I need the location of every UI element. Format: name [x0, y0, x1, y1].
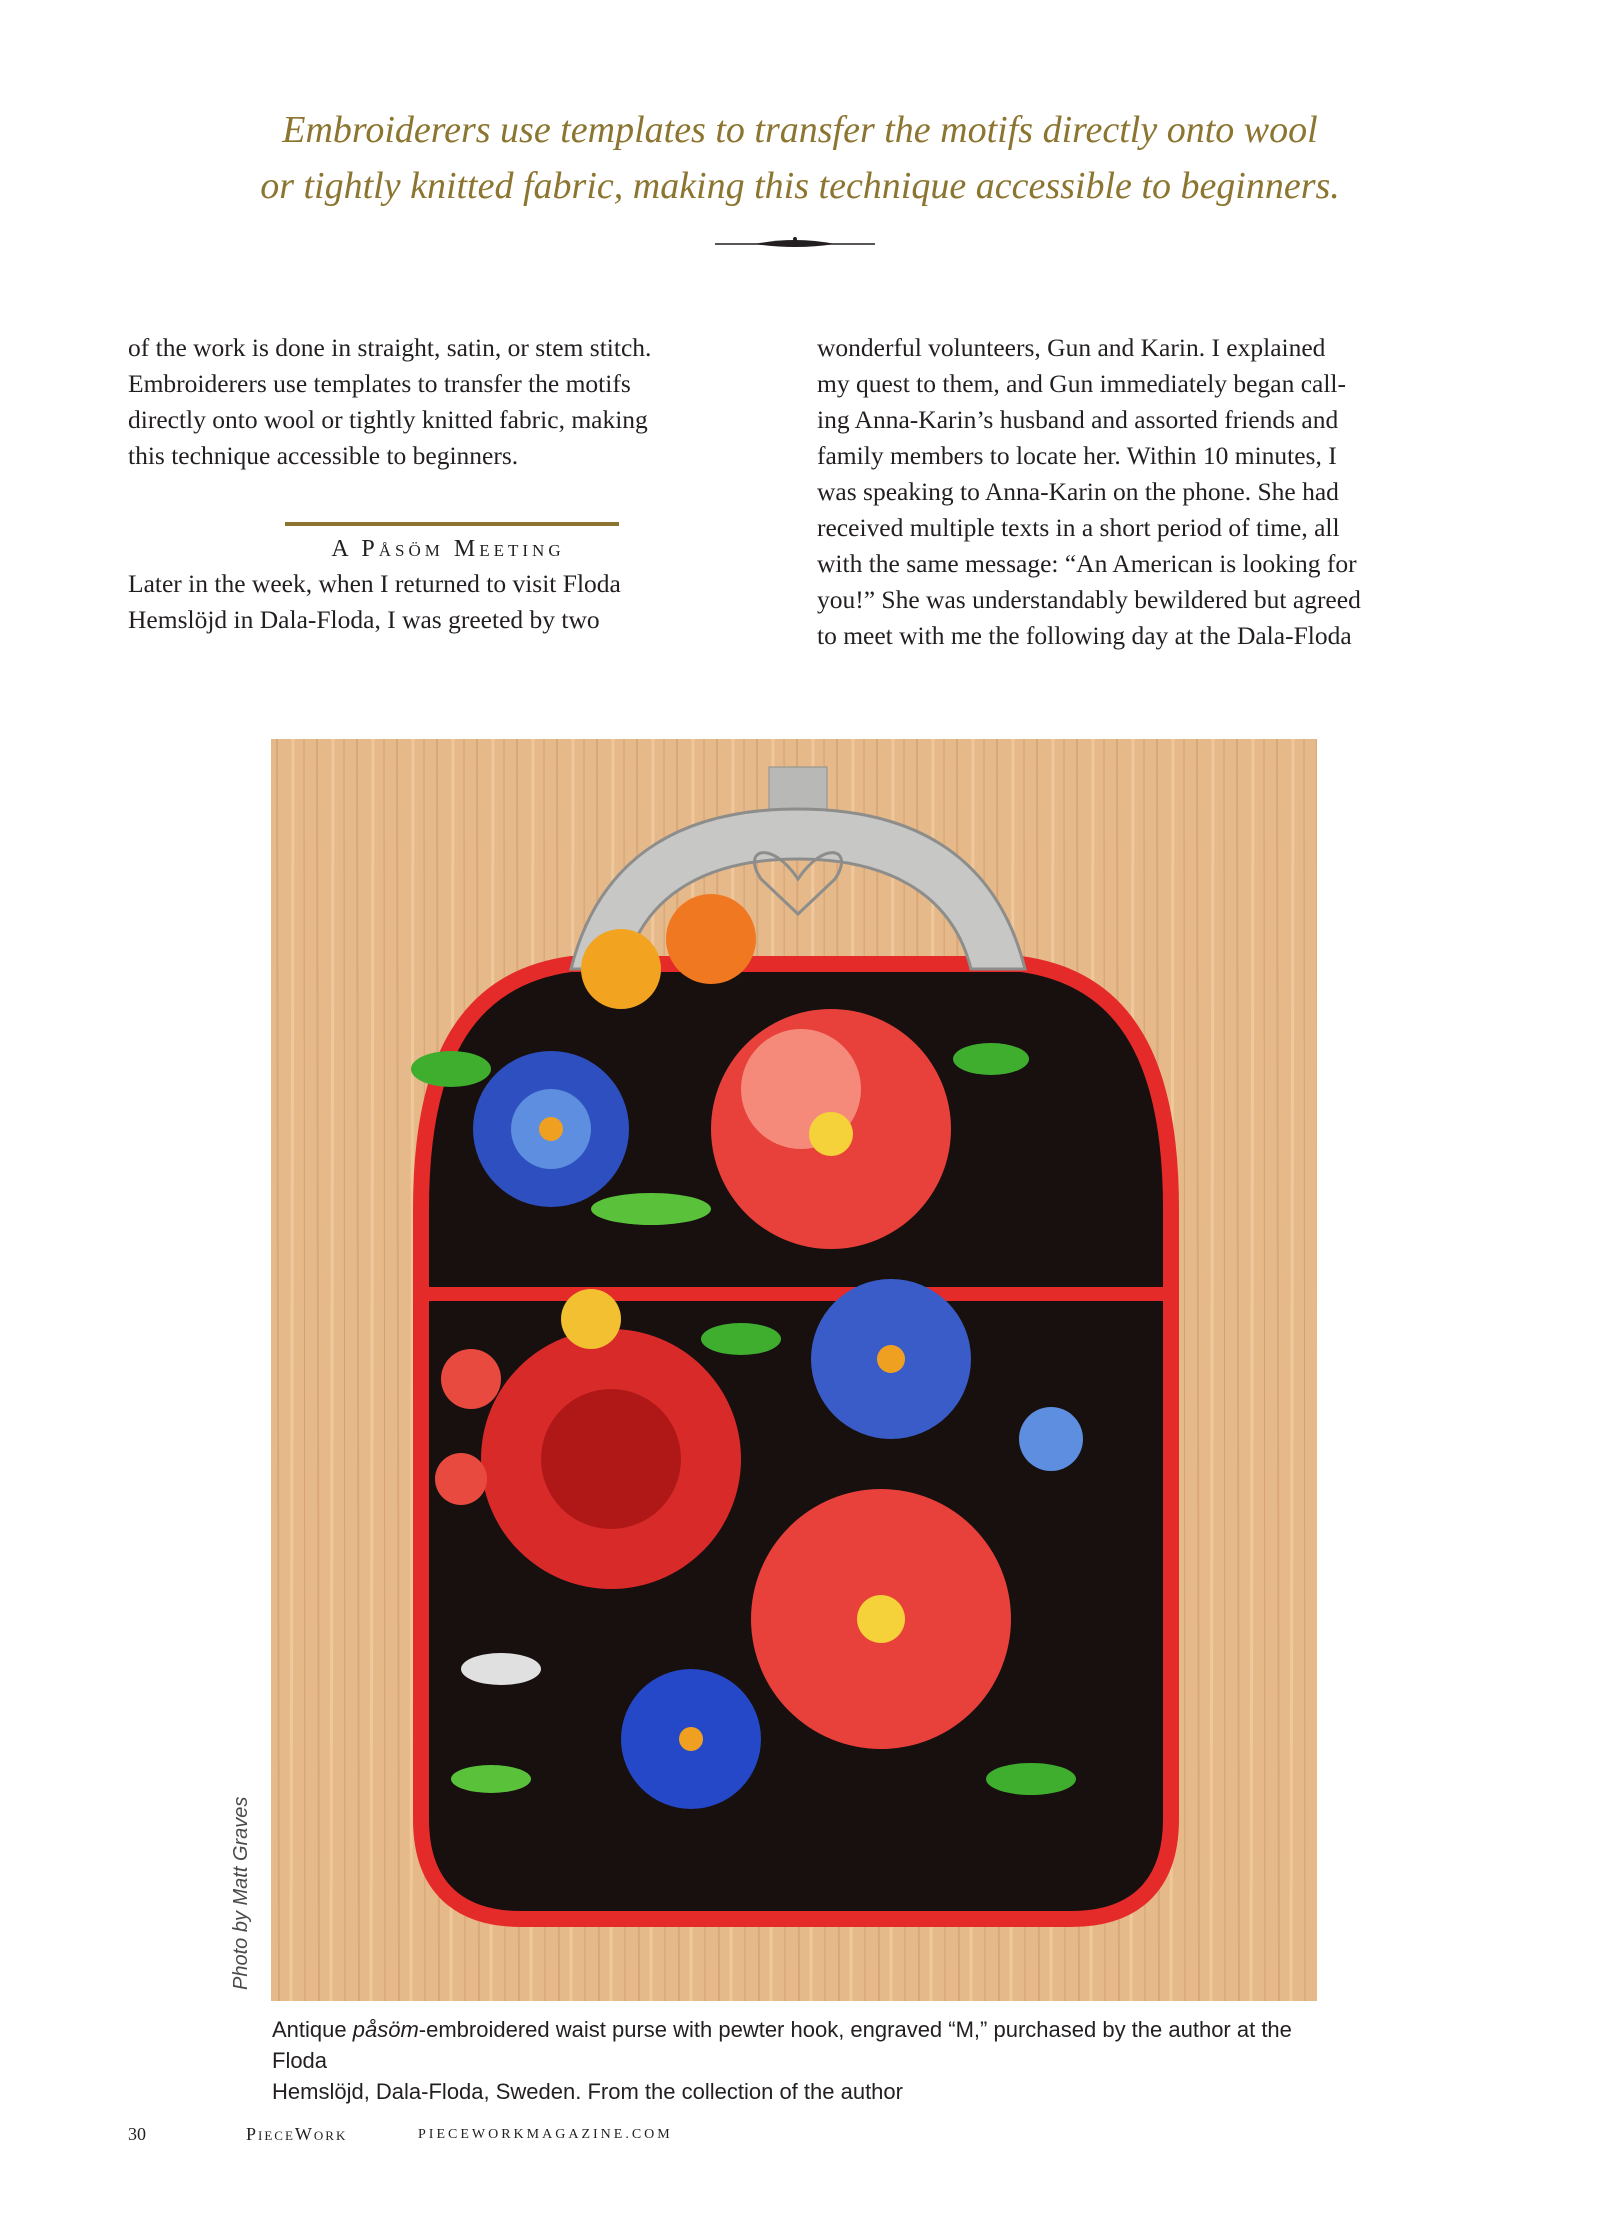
body-line: was speaking to Anna-Karin on the phone. She had	[817, 477, 1339, 506]
right-column	[817, 330, 1457, 654]
magazine-url: PIECEWORKMAGAZINE.COM	[418, 2127, 673, 2142]
body-line: you!” She was understandably bewildered but agreed	[817, 585, 1361, 614]
page-number: 30	[128, 2124, 146, 2144]
pull-quote-line-1: Embroiderers use templates to transfer the motifs directly onto wool	[282, 109, 1318, 151]
body-line: ing Anna-Karin’s husband and assorted friends and	[817, 405, 1339, 434]
page-footer	[0, 2124, 1600, 2154]
body-line: received multiple texts in a short period of time, all	[817, 513, 1340, 542]
subhead-title: A Påsöm Meeting	[331, 536, 565, 562]
ornament-divider	[715, 232, 875, 256]
pull-quote-line-2: or tightly knitted fabric, making this technique accessible to beginners.	[260, 165, 1340, 207]
purse-photo	[271, 739, 1317, 2001]
caption-text-line-2: Hemslöjd, Dala-Floda, Sweden. From the collection of the author	[272, 2079, 903, 2104]
pull-quote	[120, 102, 1480, 214]
body-line: wonderful volunteers, Gun and Karin. I explained	[817, 333, 1326, 362]
body-line: Hemslöjd in Dala-Floda, I was greeted by two	[128, 605, 600, 634]
body-line: this technique accessible to beginners.	[128, 441, 519, 470]
body-line: family members to locate her. Within 10 minutes, I	[817, 441, 1337, 470]
photo-caption	[272, 2014, 1332, 2107]
left-column	[128, 330, 768, 638]
body-line: to meet with me the following day at the Dala-Floda	[817, 621, 1352, 650]
section-subhead	[128, 522, 768, 566]
photo-credit: Photo by Matt Graves	[230, 1796, 252, 1990]
caption-text: -embroidered waist purse with pewter hook, engraved “M,” purchased by the author at the Floda	[272, 2017, 1292, 2073]
subhead-rule	[285, 522, 619, 526]
body-line: my quest to them, and Gun immediately began call-	[817, 369, 1346, 398]
body-line: with the same message: “An American is looking for	[817, 549, 1357, 578]
magazine-name: PieceWork	[246, 2124, 348, 2144]
body-line: Later in the week, when I returned to visit Floda	[128, 569, 621, 598]
body-line: Embroiderers use templates to transfer the motifs	[128, 369, 631, 398]
body-line: of the work is done in straight, satin, or stem stitch.	[128, 333, 652, 362]
body-line: directly onto wool or tightly knitted fabric, making	[128, 405, 648, 434]
caption-prefix: Antique	[272, 2017, 353, 2042]
caption-italic-term: påsöm	[352, 2017, 419, 2042]
